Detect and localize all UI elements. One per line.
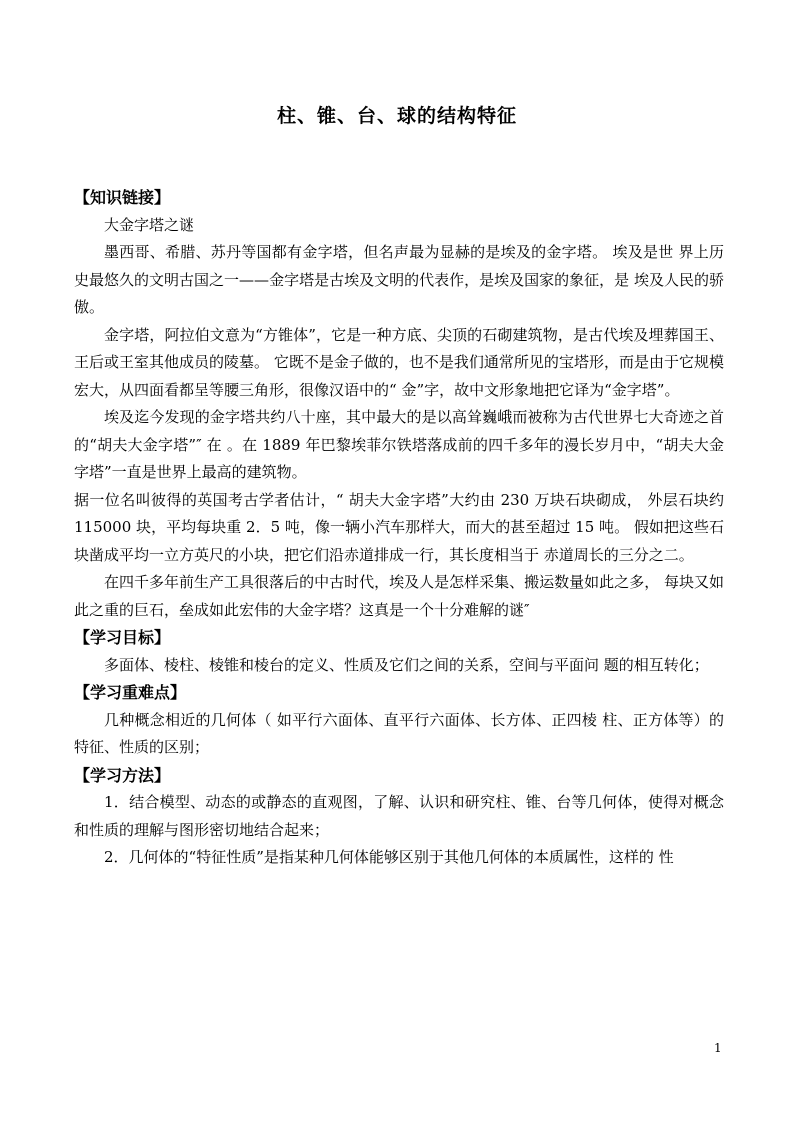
section-heading-knowledge: 【知识链接】 [74,188,171,207]
knowledge-paragraph: 据一位名叫彼得的英国考古学者估计，“ 胡夫大金字塔”大约由 230 万块石块砌成， 外层石块约 115000 块，平均每块重 2．5 吨，像一辆小汽车那样大，而大的甚至超过 15 吨。 假如把这些石块凿成平均一立方英尺的小块，把它们沿赤道排成一行，其长度相当于 赤道周长的三分之二。 [74,490,724,564]
key-points-paragraph: 几种概念相近的几何体（ 如平行六面体、直平行六面体、长方体、正四棱 柱、正方体等）的特征、性质的区别； [74,710,724,756]
section-heading-key-points: 【学习重难点】 [74,683,187,702]
knowledge-paragraph: 在四千多年前生产工具很落后的中古时代，埃及人是怎样采集、搬运数量如此之多， 每块又如此之重的巨石，垒成如此宏伟的大金字塔？这真是一个十分难解的谜″ [74,573,724,619]
methods-paragraph: 2．几何体的“特征性质”是指某种几何体能够区别于其他几何体的本质属性，这样的 性 [104,848,674,866]
methods-paragraph: 1．结合模型、动态的或静态的直观图，了解、认识和研究柱、锥、台等几何体，使得对概念和性质的理解与图形密切地结合起来； [74,793,724,839]
section-heading-methods: 【学习方法】 [74,765,171,785]
knowledge-paragraph: 金字塔，阿拉伯文意为“方锥体”，它是一种方底、尖顶的石砌建筑物，是古代埃及埋葬国王、王后或王室其他成员的陵墓。 它既不是金子做的，也不是我们通常所见的宝塔形，而是由于它规模宏大，从四面看都呈等腰三角形，很像汉语中的“ 金”字，故中文形象地把它译为“金字塔”。 [74,325,724,399]
page-title: 柱、锥、台、球的结构特征 [276,105,517,127]
knowledge-paragraph: 墨西哥、希腊、苏丹等国都有金字塔，但名声最为显赫的是埃及的金字塔。 埃及是世 界上历史最悠久的文明古国之一——金字塔是古埃及文明的代表作，是埃及国家的象征，是 埃及人民的骄傲。 [74,243,724,316]
knowledge-paragraph: 埃及迄今发现的金字塔共约八十座，其中最大的是以高耸巍峨而被称为古代世界七大奇迹之首的“胡夫大金字塔”″ 在 。在 1889 年巴黎埃菲尔铁塔落成前的四千多年的漫长岁月中，“胡夫大金字塔”一直是世界上最高的建筑物。 [74,408,724,481]
section-heading-goals: 【学习目标】 [74,628,171,647]
page-number: 1 [714,1041,722,1055]
document-body [74,184,724,872]
goals-paragraph: 多面体、棱柱、棱锥和棱台的定义、性质及它们之间的关系，空间与平面问 题的相互转化； [104,655,709,674]
knowledge-subtitle: 大金字塔之谜 [104,215,195,234]
